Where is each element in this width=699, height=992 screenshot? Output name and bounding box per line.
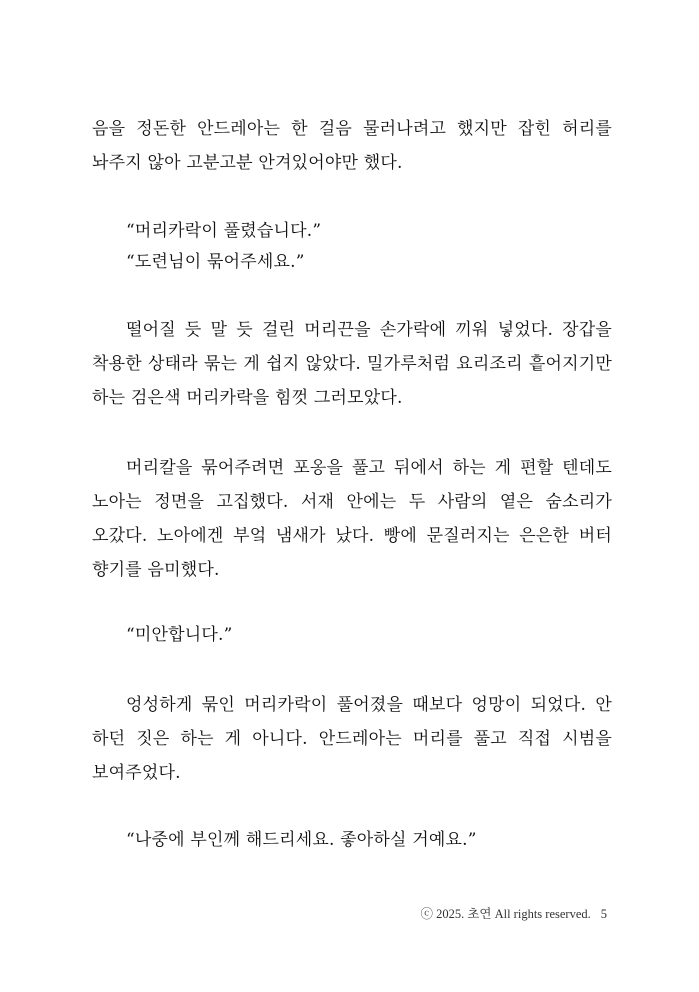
- paragraph: 엉성하게 묶인 머리카락이 풀어졌을 때보다 엉망이 되었다. 안 하던 짓은 하는 게 아니다. 안드레아는 머리를 풀고 직접 시범을 보여주었다.: [92, 695, 612, 783]
- copyright-notice: ⓒ 2025. 초연 All rights reserved.: [420, 907, 591, 921]
- paragraph: 머리칼을 묶어주려면 포옹을 풀고 뒤에서 하는 게 편할 텐데도 노아는 정면을 고집했다. 서재 안에는 두 사람의 옅은 숨소리가 오갔다. 노아에겐 부엌 냄새가 났다. 빵에 문질러지는 은은한 버터 향기를 음미했다.: [92, 458, 612, 580]
- paragraph-continuation: 음을 정돈한 안드레아는 한 걸음 물러나려고 했지만 잡힌 허리를 놔주지 않아 고분고분 안겨있어야만 했다.: [92, 119, 612, 173]
- paragraph: 떨어질 듯 말 듯 걸린 머리끈을 손가락에 끼워 넣었다. 장갑을 착용한 상태라 묶는 게 쉽지 않았다. 밀가루처럼 요리조리 흩어지기만 하는 검은색 머리카락을 힘껏 그러모았다.: [92, 320, 612, 408]
- dialogue-line: “머리카락이 풀렸습니다.”: [126, 221, 322, 241]
- page-number: 5: [600, 907, 607, 921]
- dialogue-line: “미안합니다.”: [126, 625, 233, 645]
- page-footer: [420, 904, 607, 922]
- dialogue-line: “나중에 부인께 해드리세요. 좋아하실 거예요.”: [126, 830, 477, 850]
- dialogue-line: “도련님이 묶어주세요.”: [126, 252, 305, 272]
